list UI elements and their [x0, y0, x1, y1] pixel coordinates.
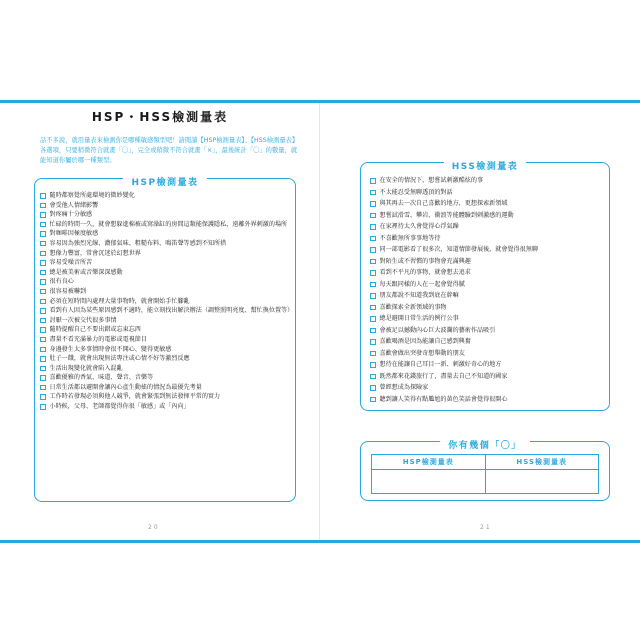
hsp-item-text: 看到有人因為某些原因感到不適時，能立刻找出解決辦法（調整照明亮度、幫忙換位置等） [49, 307, 294, 315]
hss-item [370, 371, 605, 383]
checkbox[interactable] [370, 339, 376, 345]
hsp-item-text: 忙碌的時間一久，就會想躲進棉被或窝澡缸的房間這類能保護隱私、遠離外界刺激的場所 [49, 220, 288, 228]
hss-item [370, 221, 605, 233]
checkbox[interactable] [40, 251, 46, 257]
checkbox[interactable] [40, 299, 46, 305]
hsp-item [40, 191, 291, 201]
hss-item-text: 在家裡待太久會覺得心浮氣躁 [379, 223, 459, 230]
page-title: HSP・HSS檢測量表 [91, 110, 229, 124]
count-table [371, 454, 599, 494]
hss-item [370, 187, 605, 199]
hsp-item-text: 對疼痛十分敏感 [49, 211, 93, 219]
hsp-item [40, 354, 291, 364]
hss-item [370, 290, 605, 302]
checkbox[interactable] [40, 347, 46, 353]
hss-item-text: 與其再去一次自己喜歡的地方，更想探索新領域 [379, 200, 508, 207]
checkbox[interactable] [370, 224, 376, 230]
checkbox[interactable] [40, 366, 46, 372]
hsp-item [40, 325, 291, 335]
hss-item-text: 聽到讓人笑得有點尷尬的黃色笑話會覺得很開心 [379, 395, 508, 403]
hsp-item-text: 容易受噪音所苦 [49, 259, 93, 267]
hsp-item [40, 335, 291, 345]
hss-item [370, 394, 605, 406]
hss-count-cell [485, 455, 599, 493]
hss-item [370, 313, 605, 325]
hss-item-text: 喜歡探索全新領域的事物 [379, 303, 447, 311]
hsp-item-text: 必須在短時間內處理大量事物時，就會開始手忙腳亂 [49, 297, 190, 305]
hsp-item-text: 很容易被嚇到 [49, 287, 87, 295]
hsp-item-text: 生活出現變化就會陷入混亂 [49, 364, 123, 372]
checkbox[interactable] [40, 404, 46, 410]
checkbox[interactable] [40, 241, 46, 247]
intro-paragraph: 話不多說，就用量表來檢測你是哪種敏感類型吧！請閱讀【HSP檢測量表】、【HSS檢測量表】各選項，只要稍微符合就畫「〇」，完全或稍微不符合就畫「×」，最後統計「〇」的數量，就能知道你屬於哪一種類型。 [40, 137, 299, 164]
hss-item-text: 想嘗試滑雪、攀岩、衝浪等能體驗到刺激感的運動 [379, 211, 514, 219]
hsp-item-text: 對咖啡因極度敏感 [49, 230, 99, 238]
checkbox[interactable] [370, 351, 376, 357]
hss-item [370, 359, 605, 371]
hss-item [370, 302, 605, 314]
hsp-item-text: 容易因為強烈光線、濃郁氣味、粗糙布料、鳴笛聲等感到不知所措 [49, 239, 227, 247]
hsp-item [40, 383, 291, 393]
checkbox[interactable] [40, 203, 46, 209]
hsp-count-cell [372, 455, 485, 493]
hsp-item [40, 220, 291, 230]
checkbox[interactable] [370, 362, 376, 368]
hss-item-text: 同一部電影看了很多次，知道情節發展後，就會覺得很無聊 [379, 246, 538, 253]
hss-item [370, 336, 605, 348]
hsp-item [40, 345, 291, 355]
hss-item-text: 對陌生或不習慣的事物會充滿興趣 [379, 257, 471, 265]
hss-checklist-box [360, 162, 610, 411]
checkbox[interactable] [40, 212, 46, 218]
checkbox[interactable] [370, 270, 376, 276]
hss-item [370, 325, 605, 337]
hss-item [370, 233, 605, 245]
hsp-item [40, 364, 291, 374]
hsp-item [40, 392, 291, 402]
checkbox[interactable] [370, 316, 376, 322]
hsp-item [40, 249, 291, 259]
hsp-item [40, 402, 291, 412]
checkbox[interactable] [370, 374, 376, 380]
hss-item-text: 朋友都說不知道我到底在幹嘛 [379, 292, 459, 299]
hsp-item [40, 268, 291, 278]
hss-item-text: 看到不平凡的事物，就會想去追求 [379, 269, 471, 276]
count-box [360, 441, 610, 501]
hss-item-text: 曾經想成為探險家 [379, 384, 429, 391]
checkbox[interactable] [40, 337, 46, 343]
checkbox[interactable] [40, 308, 46, 314]
hss-item [370, 267, 605, 279]
checkbox[interactable] [40, 193, 46, 199]
hss-item-text: 每天跟同樣的人在一起會覺得膩 [379, 280, 465, 288]
hsp-count-header: HSP檢測量表 [372, 455, 485, 470]
hss-item [370, 175, 605, 187]
hss-item-text: 在安全的情況下，想嘗試刺激酷炫的事 [379, 177, 484, 184]
hsp-item [40, 306, 294, 316]
hss-item [370, 198, 605, 210]
count-box-title: 你有幾個「〇」 [440, 441, 530, 451]
page-number-right: 21 [480, 524, 492, 531]
checkbox[interactable] [40, 327, 46, 333]
hsp-item-text: 隨時提醒自己不要出錯或忘東忘西 [49, 326, 141, 334]
checkbox[interactable] [370, 328, 376, 334]
checkbox[interactable] [370, 282, 376, 288]
hsp-item-text: 討厭一次被交代很多事情 [49, 316, 117, 324]
hss-count-header: HSS檢測量表 [486, 455, 599, 470]
hsp-count-input-area[interactable] [372, 470, 485, 493]
checkbox[interactable] [40, 222, 46, 228]
hsp-box-title: HSP檢測量表 [123, 178, 206, 188]
checkbox[interactable] [40, 394, 46, 400]
hss-box-title: HSS檢測量表 [444, 162, 527, 172]
hss-item-text: 不太能忍受無聊透頂的對話 [379, 188, 453, 196]
hss-item [370, 244, 605, 256]
hsp-item-text: 小時候，父母、老師都覺得你很「敏感」或「內向」 [49, 403, 190, 411]
checkbox[interactable] [370, 178, 376, 184]
checkbox[interactable] [40, 260, 46, 266]
hsp-item-list [40, 191, 294, 412]
checkbox[interactable] [40, 279, 46, 285]
hss-item-text: 總是避開日常生活的例行公事 [379, 315, 459, 322]
hsp-item-text: 喜歡優雅的香氣、味道、聲音、音樂等 [49, 374, 154, 382]
hss-item-list [370, 175, 605, 405]
checkbox[interactable] [370, 190, 376, 196]
hsp-item-text: 肚子一餓，就會出現無法專注或心情不好等激烈反應 [49, 355, 190, 363]
hss-item [370, 256, 605, 268]
hss-item-text: 喜歡會做出突發奇想舉動的朋友 [379, 349, 465, 357]
checkbox[interactable] [370, 385, 376, 391]
checkbox[interactable] [40, 375, 46, 381]
checkbox[interactable] [370, 293, 376, 299]
hsp-item-text: 很有良心 [49, 278, 74, 286]
hss-item [370, 210, 605, 222]
hsp-item-text: 日常生活都以避開會讓內心產生動搖的情況為最優先考量 [49, 383, 202, 391]
hsp-item [40, 373, 291, 383]
checkbox[interactable] [40, 231, 46, 237]
page-number-left: 20 [148, 524, 160, 531]
hsp-item-text: 想像力豐富，常會沉迷於幻想世界 [49, 249, 141, 257]
hss-item-text: 會被足以撼動內心巨大波瀾的藝術作品吸引 [379, 326, 496, 334]
checkbox[interactable] [370, 305, 376, 311]
hss-item-text: 喜歡喝酒是因為能讓自己感到興奮 [379, 338, 471, 345]
hsp-item [40, 297, 291, 307]
checkbox[interactable] [40, 270, 46, 276]
hss-item-text: 想待在能讓自己耳目一新、刺激好奇心的地方 [379, 361, 502, 368]
hsp-item [40, 316, 291, 326]
hss-item [370, 348, 605, 360]
hsp-item [40, 239, 291, 249]
checkbox[interactable] [370, 201, 376, 207]
hss-item-text: 既然都來花錢旅行了，盡量去自己不知道的國家 [379, 372, 508, 380]
checkbox[interactable] [40, 318, 46, 324]
hsp-item-text: 身邊發生太多事情時會很不開心、變得更敏感 [49, 345, 172, 353]
hsp-item [40, 277, 291, 287]
checkbox[interactable] [40, 289, 46, 295]
hsp-item-text: 總是被美術或音樂深深感動 [49, 268, 123, 276]
hsp-item [40, 287, 291, 297]
hsp-item-text: 盡量不看充滿暴力的電影或電視節目 [49, 335, 147, 343]
hsp-item-text: 會受他人情緒影響 [49, 201, 99, 209]
hss-count-input-area[interactable] [486, 470, 599, 493]
hsp-item [40, 210, 291, 220]
hss-item [370, 382, 605, 394]
checkbox[interactable] [370, 397, 376, 403]
checkbox[interactable] [370, 213, 376, 219]
checkbox[interactable] [370, 247, 376, 253]
hsp-item [40, 201, 291, 211]
checkbox[interactable] [40, 385, 46, 391]
hss-item [370, 279, 605, 291]
hsp-item [40, 258, 291, 268]
checkbox[interactable] [370, 259, 376, 265]
checkbox[interactable] [40, 356, 46, 362]
checkbox[interactable] [370, 236, 376, 242]
hsp-item-text: 隨時都察覺所處環境的微妙變化 [49, 192, 135, 199]
hsp-item-text: 工作時若發現必須與他人競爭，就會緊張到無法發揮平常的實力 [49, 393, 221, 401]
hsp-item [40, 229, 291, 239]
hsp-checklist-box [34, 178, 296, 502]
hss-item-text: 不喜歡無所事事地等待 [379, 234, 441, 242]
